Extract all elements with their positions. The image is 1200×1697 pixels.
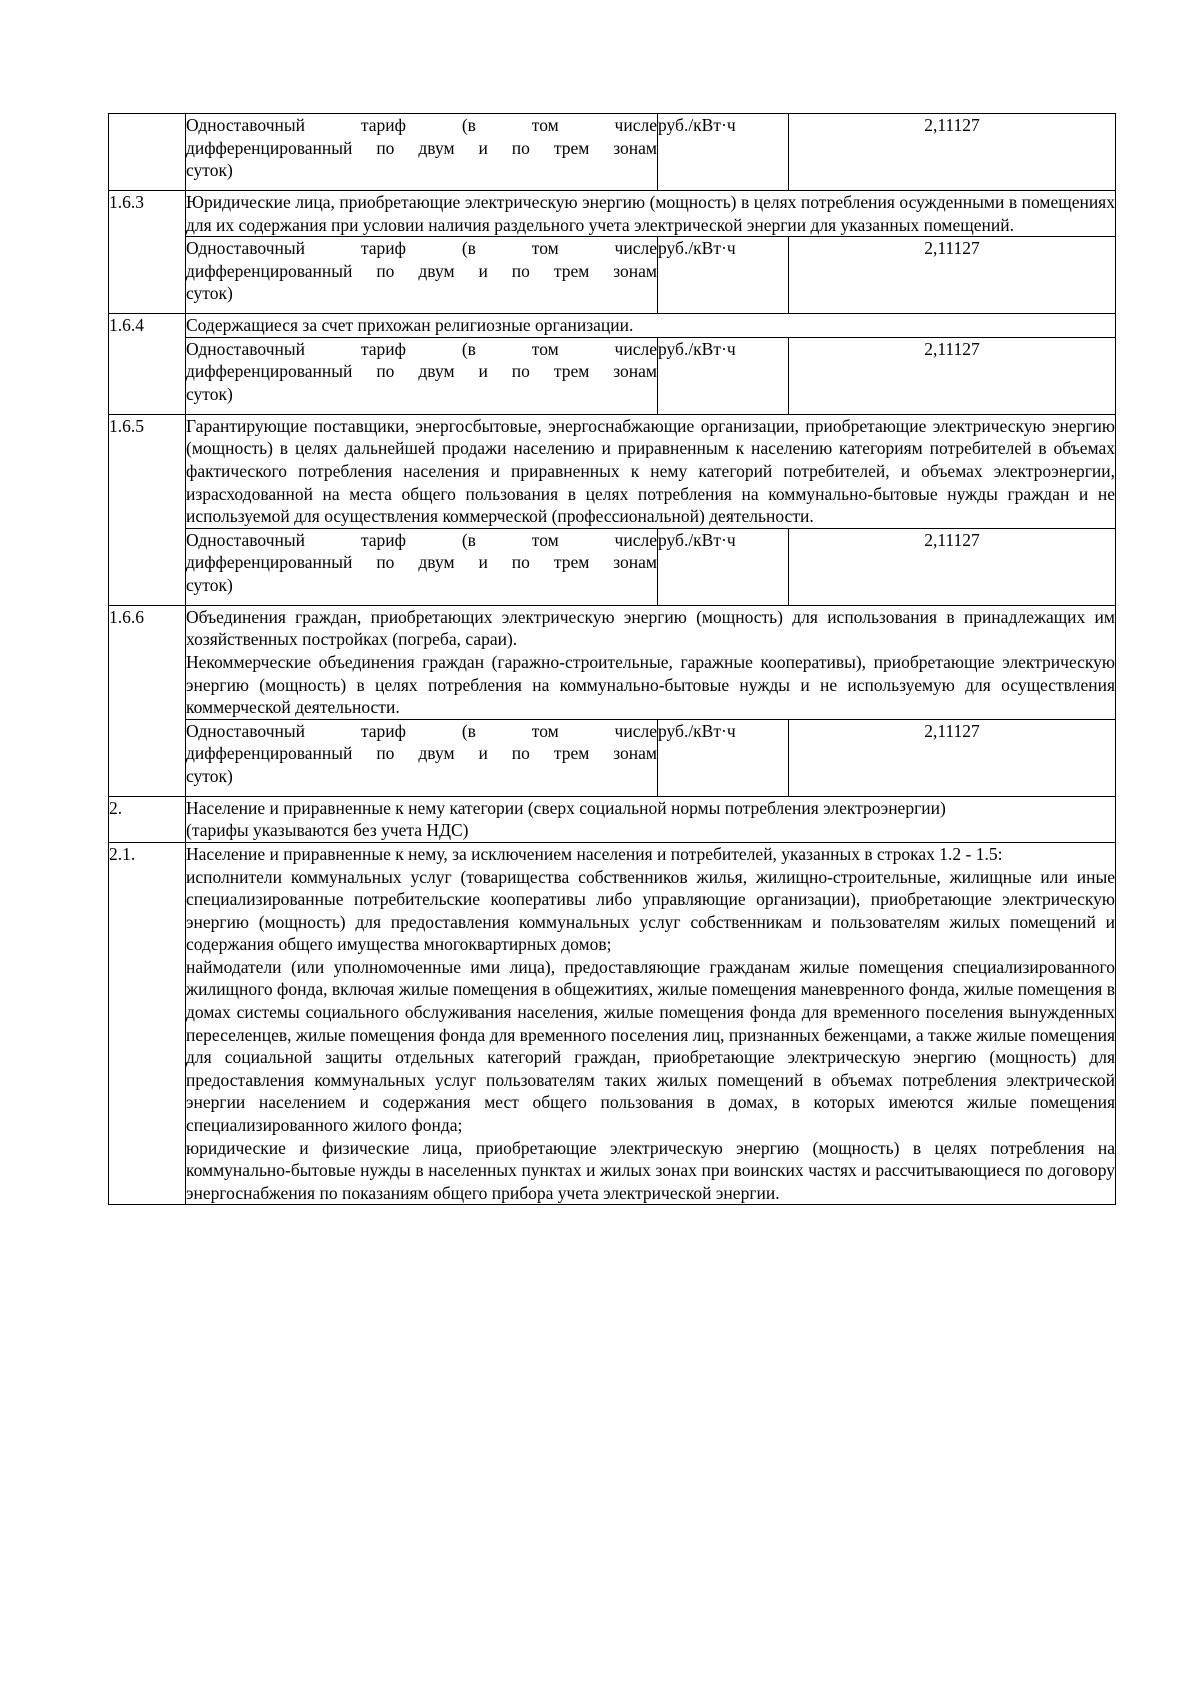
section-paragraph: Некоммерческие объединения граждан (гаражно-строительные, гаражные кооперативы), приобретающие электрическую энергию (мощность) в целях потребления на коммунально-бытовые нужды и не используемую для осуществления коммерческой деятельности. xyxy=(186,651,1115,718)
section-paragraph: наймодатели (или уполномоченные ими лица), предоставляющие гражданам жилые помещения специализированного жилищного фонда, включая жилые помещения в общежитиях, жилые помещения маневренного фонда, жилые помещения в домах системы социального обслуживания населения, жилые помещения фонда для временного поселения вынужденных переселенцев, жилые помещения фонда для временного поселения лиц, признанных беженцами, а также жилые помещения для социальной защиты отдельных категорий граждан, приобретающие электрическую энергию (мощность) для предоставления коммунальных услуг пользователям таких жилых помещений в объемах потребления электрической энергии населением и содержания мест общего пользования в домах, в которых имеются жилые помещения специализированного жилого фонда; xyxy=(186,956,1115,1136)
tariff-description-line: Одноставочный тариф (в том числе xyxy=(186,720,657,741)
section-paragraph: юридические и физические лица, приобретающие электрическую энергию (мощность) в целях потребления на коммунально-бытовые нужды в населенных пунктах и жилых зонах при воинских частях и рассчитывающиеся по договору энергоснабжения по показаниям общего прибора учета электрической энергии. xyxy=(186,1137,1115,1203)
section-paragraph: Население и приравненные к нему категории (сверх социальной нормы потребления электроэнергии) xyxy=(186,797,946,818)
section-description-cell: Гарантирующие поставщики, энергосбытовые, энергоснабжающие организации, приобретающие электрическую энергию (мощность) в целях дальнейшей продажи населению и приравненным к населению категориям потребителей в объемах фактического потребления населения и приравненных к нему категорий потребителей, и объемах электроэнергии, израсходованной на места общего пользования в целях потребления на коммунально-бытовые нужды граждан и не используемой для осуществления коммерческой (профессиональной) деятельности. xyxy=(186,414,1116,528)
tariff-row xyxy=(109,337,1116,414)
section-description-cell xyxy=(186,796,1116,842)
section-row xyxy=(109,605,1116,719)
tariff-description-cell xyxy=(186,719,658,796)
tariff-description-line: Одноставочный тариф (в том числе xyxy=(186,238,657,259)
row-number-cell: 2. xyxy=(109,796,186,842)
tariff-row xyxy=(109,114,1116,191)
section-row xyxy=(109,842,1116,1205)
section-row xyxy=(109,796,1116,842)
tariff-description-line: суток) xyxy=(186,160,233,181)
row-number-cell: 1.6.5 xyxy=(109,414,186,605)
tariff-unit-cell: руб./кВт·ч xyxy=(658,337,789,414)
tariff-unit-cell: руб./кВт·ч xyxy=(658,528,789,605)
section-paragraph: исполнители коммунальных услуг (товарищества собственников жилья, жилищно-строительные, жилищные или иные специализированные потребительские кооперативы либо управляющие организации), приобретающие электрическую энергию (мощность) для предоставления коммунальных услуг собственникам и пользователям жилых помещений и содержания общего имущества многоквартирных домов; xyxy=(186,866,1115,955)
section-row xyxy=(109,191,1116,237)
tariff-row xyxy=(109,237,1116,314)
tariff-value-cell: 2,11127 xyxy=(789,114,1116,191)
section-description-cell xyxy=(186,842,1116,1205)
tariff-unit-cell: руб./кВт·ч xyxy=(658,237,789,314)
tariff-description-line: суток) xyxy=(186,765,233,786)
tariff-description-line: дифференцированный по двум и по трем зонам xyxy=(186,743,657,764)
tariff-description-cell xyxy=(186,237,658,314)
tariff-value-cell: 2,11127 xyxy=(789,528,1116,605)
tariff-description-cell xyxy=(186,528,658,605)
tariff-row xyxy=(109,719,1116,796)
tariff-value-cell: 2,11127 xyxy=(789,719,1116,796)
tariff-description-cell xyxy=(186,337,658,414)
section-paragraph: (тарифы указываются без учета НДС) xyxy=(186,820,469,841)
section-paragraph: Население и приравненные к нему, за исключением населения и потребителей, указанных в строках 1.2 - 1.5: xyxy=(186,843,1003,864)
row-number-cell: 1.6.4 xyxy=(109,314,186,415)
row-number-cell: 2.1. xyxy=(109,842,186,1205)
tariff-description-line: дифференцированный по двум и по трем зонам xyxy=(186,361,657,382)
row-number-cell: 1.6.6 xyxy=(109,605,186,796)
tariff-row xyxy=(109,528,1116,605)
section-row xyxy=(109,414,1116,528)
tariff-description-line: суток) xyxy=(186,383,233,404)
tariff-document-page xyxy=(108,113,1115,1205)
tariff-description-line: суток) xyxy=(186,283,233,304)
tariff-description-line: дифференцированный по двум и по трем зонам xyxy=(186,552,657,573)
tariff-value-cell: 2,11127 xyxy=(789,237,1116,314)
tariff-description-line: Одноставочный тариф (в том числе xyxy=(186,529,657,550)
section-description-cell: Юридические лица, приобретающие электрическую энергию (мощность) в целях потребления осужденными в помещениях для их содержания при условии наличия раздельного учета электрической энергии для указанных помещений. xyxy=(186,191,1116,237)
section-row xyxy=(109,314,1116,338)
row-number-cell xyxy=(109,114,186,191)
tariff-unit-cell: руб./кВт·ч xyxy=(658,719,789,796)
tariff-value-cell: 2,11127 xyxy=(789,337,1116,414)
tariff-unit-cell: руб./кВт·ч xyxy=(658,114,789,191)
section-description-cell xyxy=(186,605,1116,719)
row-number-cell: 1.6.3 xyxy=(109,191,186,314)
section-description-cell: Содержащиеся за счет прихожан религиозные организации. xyxy=(186,314,1116,338)
tariff-table xyxy=(108,113,1116,1205)
tariff-description-line: дифференцированный по двум и по трем зонам xyxy=(186,260,657,281)
tariff-description-line: суток) xyxy=(186,574,233,595)
tariff-description-cell xyxy=(186,114,658,191)
tariff-description-line: дифференцированный по двум и по трем зонам xyxy=(186,137,657,158)
section-paragraph: Объединения граждан, приобретающих электрическую энергию (мощность) для использования в принадлежащих им хозяйственных постройках (погреба, сараи). xyxy=(186,606,1115,650)
tariff-description-line: Одноставочный тариф (в том числе xyxy=(186,115,657,135)
tariff-description-line: Одноставочный тариф (в том числе xyxy=(186,338,657,359)
